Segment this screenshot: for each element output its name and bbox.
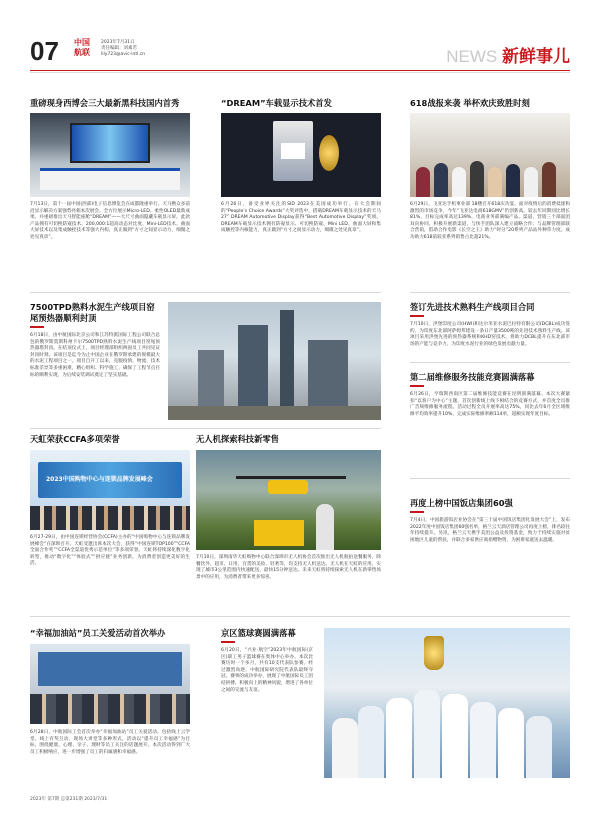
article-body: 7月4日，中国旅游饭店业协会在“第三十届中国饭店集团化发展大会”上，发布2022年度中国饭店集团60强名单，格兰云天酒店管理公司再度上榜，排名较往年持续提升。另讯，格兰云天携手美团公益及投资基金，致力于持续实施对贫困地区儿童的帮扶，并联合多家供应商捐赠物资，为困难家庭送去温暖。 <box>410 518 570 543</box>
article-service <box>410 372 570 418</box>
player <box>526 716 552 778</box>
article-body: 6月29日，飞亚达手机事业部 18楼召开618庆功宴。面对疫情后的消费低迷和激烈的市场竞争，今年“飞亚达电商618GMV”仍创新高。较去年同期同比增长81%，目标完成率高达139%，电商业务部满编产品、渠道、营销三个部面团双向协同，积极开展新渠道，与快手团队深入建立战略合作；与品牌管理部联合营销，借助合作电影《长空之王》助力“时分”20系列产品站外种草力度。成功助力618前较亚系列销售占比超21%。 <box>410 202 570 240</box>
banner-text: 2023中国购物中心与连锁品牌发展峰会 <box>46 476 153 483</box>
title-accent <box>221 641 235 643</box>
booth <box>40 168 180 190</box>
tower <box>280 310 294 420</box>
article-title: 7500TPD熟料水泥生产线项目窑尾预热器顺利封顶 <box>30 302 155 323</box>
award-plaque <box>273 121 313 181</box>
title-accent <box>410 511 424 513</box>
page-number: 07 <box>30 36 59 66</box>
article-expo <box>30 98 190 109</box>
person <box>524 167 538 197</box>
title-accent <box>30 326 44 328</box>
row-divider <box>30 292 381 293</box>
article-hotel <box>410 498 570 544</box>
person <box>470 161 484 197</box>
article-title: 再度上榜中国饭店集团60强 <box>410 498 513 508</box>
medal-icon <box>319 135 339 171</box>
article-title: 重磅现身西博会三大最新黑科技国内首秀 <box>30 98 180 108</box>
ground <box>168 406 381 420</box>
header-rule-light <box>30 72 570 73</box>
article-body: 7月13日，第十一届中国(西部)电子信息博览会在成都隆重举行。天马携众多前沿显示解决方案强势亮相本次展会。全方位展示Micro-LED、柔性OLED最新成果。并重磅推出天马智能座舱“DREAM”——大尺寸曲面隐藏车载显示屏。此款产品拥有可切换防窥技术、200,000:1超高动态对比度、Mini-LED技术、曲面大屏技术以及集成触控技术等强大内构，真正做到“方寸之间显示动力，细微之处见真章”。 <box>30 202 190 240</box>
article-ccfa-body <box>30 535 190 568</box>
title-accent <box>410 315 424 317</box>
audience <box>30 506 190 530</box>
player <box>470 702 496 778</box>
avic-logo-icon <box>70 38 94 64</box>
issue-date: 2023年7月31日 <box>101 40 135 45</box>
photo-award <box>221 113 381 197</box>
player <box>358 706 384 778</box>
article-class-body <box>30 730 190 756</box>
person <box>316 504 334 550</box>
article-body: 6月28日，中航国际工会首次举办“幸福加油站”员工关爱活动。包括线上云学堂、线上有奖互动、现场大讲堂等多种形式，活动以“提升员工幸福感”为目标，围绕健康、心理、亲子、理财等员工关注的话题展开。本次活动得到广大员工积极响应，进一步增强了员工的归属感和幸福感。 <box>30 730 190 755</box>
article-body: 6月18日，由中航国际北京公司和江苏特派国际工程公司联合总包的俄罗斯莫斯科州卡尔7500TPD熟料水泥生产线项目窑尾预热器塔封顶。在结顶仪式上，项目经理部组织两国员工共同见证封顶时刻。该项目是迄今为止中国企业在俄罗斯承建的规模最大的水泥工程项目之一。项目自开工以来，克服疫情、物流、技术标准差异等多重困难，精心组织、科学施工，确保了工程节点目标的顺利实现，为后续安装调试奠定了坚实基础。 <box>30 333 160 378</box>
audience <box>30 694 190 724</box>
article-basket <box>221 628 313 694</box>
row-divider <box>410 362 570 363</box>
player <box>332 718 358 778</box>
player <box>414 690 440 778</box>
article-title: “DREAM”车载显示技术首发 <box>221 98 332 108</box>
photo-drone <box>196 450 381 550</box>
header-rule <box>30 70 570 71</box>
title-accent <box>410 385 424 387</box>
conference-banner <box>38 462 182 498</box>
section-title-en: NEWS <box>446 47 498 66</box>
article-title: 无人机探索科技新零售 <box>196 434 279 444</box>
drone-arm <box>236 476 346 479</box>
photo-basketball-team <box>324 628 570 778</box>
person <box>506 164 520 197</box>
person <box>416 167 430 197</box>
person <box>542 162 556 197</box>
article-618 <box>410 98 570 109</box>
page-header <box>0 0 600 80</box>
article-drone-body <box>196 555 381 581</box>
article-body: 7月10日，洪堡印度公司(HWI)和达尔米亚水泥巴拉特有限公司(DCBL)成功签约，为印度东北部阿萨姆邦建设一条日产量3500吨的先进技术熟料生产线。该项目采用洪堡先进的预热器系统和KHD窑技术，将助力DCBL提升在东北部市场的产能与竞争力，为印度水泥行业的绿色发展贡献力量。 <box>410 322 570 347</box>
drone-icon <box>268 480 308 494</box>
presentation-screen <box>38 652 182 686</box>
article-body: 6月26日，备受业界关注的SID 2023在美国成功举行。在大会期间的“People’s Choice Awards”大奖评选中，搭载DREAM车载显示技术的天马27” DREAM Automotive Display获得“Best Automotive Display”奖项。DREAM车载显示技术拥有防窥显示、可切换防窥、Mini LED、曲面大屏和集成触控等内核能力，真正做到“方寸之间显示动力，细微之处见真章”。 <box>221 202 381 234</box>
section-title-cn: 新鲜事儿 <box>502 47 570 66</box>
player <box>498 708 524 778</box>
article-title: 签订先进技术熟料生产线项目合同 <box>410 302 535 312</box>
row-divider <box>410 292 570 293</box>
editor: 责任编辑：刘素若 <box>101 46 137 52</box>
photo-expo <box>30 113 190 197</box>
article-title: 天虹荣获CCFA多项荣誉 <box>30 434 120 444</box>
section-title <box>446 42 570 67</box>
photo-conference <box>30 450 190 530</box>
article-dream <box>221 98 381 109</box>
article-cement <box>30 302 160 379</box>
player <box>442 694 468 778</box>
person <box>434 163 448 197</box>
article-title: 京区篮球赛圆满落幕 <box>221 628 296 638</box>
article-body: 6月27-29日，由中国连锁经营协会(CCFA)主办的“中国购物中心与连锁品牌发展峰会”在深圳召开。天虹受邀出席本次大会，获得“中国连锁TOP100”“CCFA全面合作奖”“CCFA全渠道优秀示范单位”等多项荣誉。天虹将持续深化数字化转型，推动“数字化”“体验式”“供应链”业务创新，为消费者创造更美好的生活。 <box>30 535 190 567</box>
article-drone <box>196 434 381 445</box>
display-screen <box>70 123 150 163</box>
trophy-icon <box>424 636 444 670</box>
article-contract <box>410 302 570 348</box>
plaque-label <box>281 143 305 159</box>
delivery-box <box>254 520 304 546</box>
logo-line-1: 中国 <box>74 38 90 47</box>
photo-party <box>410 113 570 197</box>
article-title: 618战报来袭 举杯欢庆致胜时刻 <box>410 98 530 108</box>
logo-line-2: 航联 <box>74 48 90 57</box>
article-dream-body <box>221 202 381 235</box>
issue-meta <box>101 40 145 59</box>
article-618-body <box>410 202 570 242</box>
player <box>386 698 412 778</box>
article-ccfa <box>30 434 190 445</box>
article-body: 7月10日，深圳南华天虹购物中心联合深圳市无人机协会首次推出无人机航拍送餐服务，除餐饮外，超市、日用、百货的美妆、轻奢等，均支持无人机送达。无人机在天虹的应用，实现了城市3公里范围内快速配送，最快15分钟送达。未来天虹将持续探索无人机在新零售场景中的应用，为消费者带来更多惊喜。 <box>196 555 381 580</box>
person <box>488 167 502 197</box>
article-title: 第二届维修服务技能竞赛圆满落幕 <box>410 372 535 382</box>
photo-classroom <box>30 644 190 724</box>
article-expo-body <box>30 202 190 242</box>
row-divider <box>30 616 570 617</box>
editor-email: lily723@avic-intl.cn <box>101 52 146 58</box>
article-body: 6月26日，亨瑞斯西南区第二届维修技能竞赛在昆明圆满落幕。本次大赛紧扣“以客户为中心”主题，首次创新线上线下相结合的竞赛方式，并首度全员推广音频维修服务流程。活动过程全员开展率高达75%，同比去年6月全区域维修平均效率提升10%，完成实际维修率额114单，超额实现年度目标。 <box>410 392 570 417</box>
article-title: “幸福加油站”员工关爱活动首次举办 <box>30 628 166 638</box>
row-divider <box>30 428 381 429</box>
article-class <box>30 628 190 639</box>
page-footer: 2023年 第7期 总第231期 2023/7/31 <box>30 797 108 802</box>
article-body: 6月20日，“兴业·航空”2023年中航国际(京区)职工男子篮球赛在奥体中心举办。本次比赛历时一个多月，共有10支代表队参赛。经过激烈角逐，中航国际研究院代表队最终夺冠。赛事的成功举办，展现了中航国际员工团结拼搏、积极向上的精神风貌，增进了各单位之间的交流与友谊。 <box>221 648 313 693</box>
person <box>452 167 466 197</box>
photo-factory <box>168 302 381 420</box>
row-divider <box>410 478 570 479</box>
